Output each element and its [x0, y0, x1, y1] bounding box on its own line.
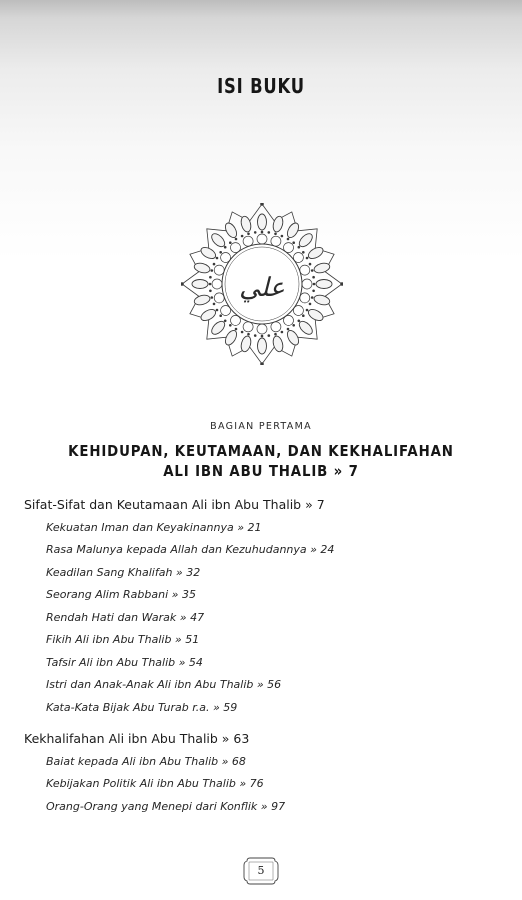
- toc-sub-entry[interactable]: Seorang Alim Rabbani » 35: [46, 588, 196, 601]
- toc-sub-entry[interactable]: Fikih Ali ibn Abu Thalib » 51: [46, 633, 200, 646]
- toc-main-entry[interactable]: Kekhalifahan Ali ibn Abu Thalib » 63: [24, 731, 250, 746]
- calligraphy-text: علي: [239, 273, 285, 303]
- page-number-frame: [241, 856, 281, 886]
- section-title-line1: KEHIDUPAN, KEUTAMAAN, DAN KEKHALIFAHAN: [68, 442, 454, 460]
- page-number: 5: [257, 864, 265, 877]
- page-title: ISI BUKU: [217, 74, 305, 98]
- toc-sub-entry[interactable]: Rendah Hati dan Warak » 47: [46, 611, 205, 624]
- section-title-line2: ALI IBN ABU THALIB » 7: [163, 462, 359, 480]
- toc-sub-entry[interactable]: Rasa Malunya kepada Allah dan Kezuhudannya » 24: [46, 543, 335, 556]
- toc-sub-entry[interactable]: Keadilan Sang Khalifah » 32: [46, 566, 201, 579]
- toc-main-entry[interactable]: Sifat-Sifat dan Keutamaan Ali ibn Abu Thalib » 7: [24, 497, 325, 512]
- toc-sub-entry[interactable]: Baiat kepada Ali ibn Abu Thalib » 68: [46, 755, 246, 768]
- toc-sub-entry[interactable]: Tafsir Ali ibn Abu Thalib » 54: [46, 656, 203, 669]
- section-kicker: BAGIAN PERTAMA: [210, 421, 312, 432]
- toc-sub-entry[interactable]: Kekuatan Iman dan Keyakinannya » 21: [46, 521, 262, 534]
- toc-sub-entry[interactable]: Istri dan Anak-Anak Ali ibn Abu Thalib » 56: [46, 678, 282, 691]
- ali-calligraphy-rosette-icon: [181, 203, 343, 365]
- toc-sub-entry[interactable]: Orang-Orang yang Menepi dari Konflik » 97: [46, 800, 286, 813]
- toc-sub-entry[interactable]: Kata-Kata Bijak Abu Turab r.a. » 59: [46, 701, 238, 714]
- toc-sub-entry[interactable]: Kebijakan Politik Ali ibn Abu Thalib » 76: [46, 777, 264, 790]
